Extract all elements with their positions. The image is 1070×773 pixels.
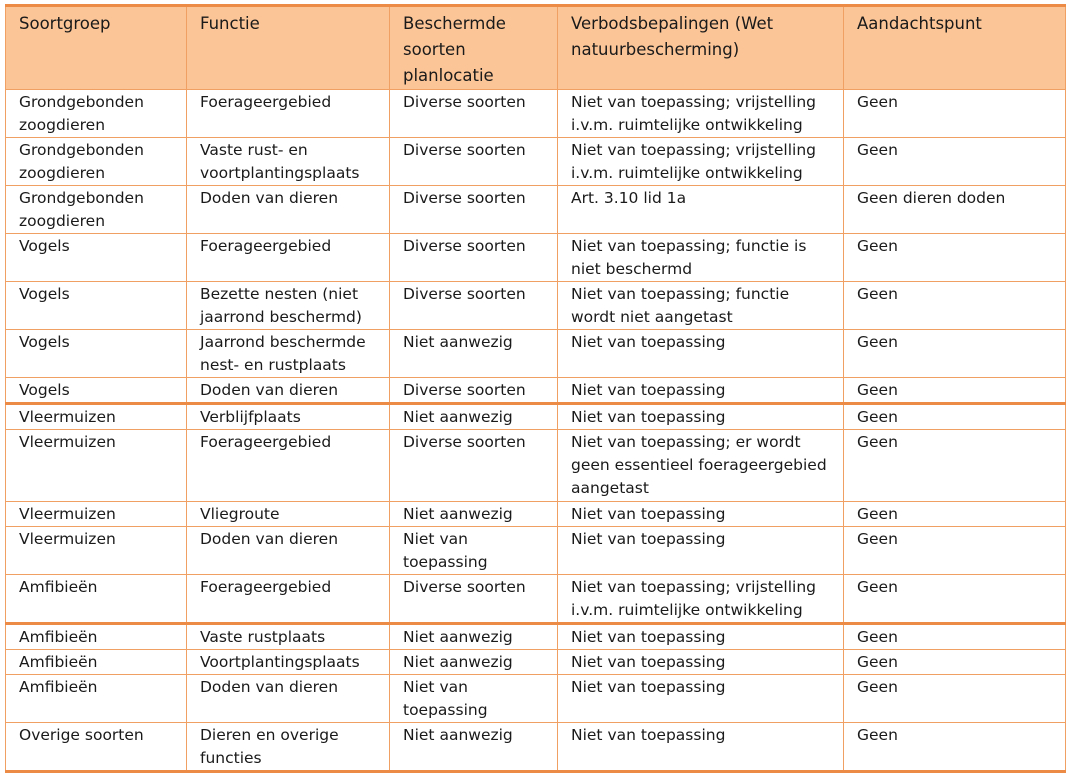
cell-beschermde-soorten: Niet van toepassing xyxy=(390,527,558,575)
cell-aandachtspunt: Geen xyxy=(844,575,1066,624)
cell-beschermde-soorten: Diverse soorten xyxy=(390,186,558,234)
cell-functie: Foerageergebied xyxy=(187,430,390,502)
table-row xyxy=(6,527,1066,575)
table-row xyxy=(6,90,1066,138)
cell-soortgroep: Amfibieën xyxy=(6,575,187,624)
cell-functie: Vaste rustplaats xyxy=(187,624,390,650)
cell-aandachtspunt: Geen xyxy=(844,378,1066,404)
cell-functie: Jaarrond beschermde nest- en rustplaats xyxy=(187,330,390,378)
cell-aandachtspunt: Geen xyxy=(844,404,1066,430)
cell-verbodsbepalingen: Niet van toepassing xyxy=(558,650,844,675)
cell-aandachtspunt: Geen xyxy=(844,527,1066,575)
cell-soortgroep: Vogels xyxy=(6,282,187,330)
cell-verbodsbepalingen: Niet van toepassing; vrijstelling i.v.m. ruimtelijke ontwikkeling xyxy=(558,138,844,186)
cell-soortgroep: Amfibieën xyxy=(6,675,187,723)
cell-functie: Foerageergebied xyxy=(187,234,390,282)
table-row xyxy=(6,330,1066,378)
cell-soortgroep: Vogels xyxy=(6,234,187,282)
cell-functie: Foerageergebied xyxy=(187,575,390,624)
cell-verbodsbepalingen: Niet van toepassing; functie wordt niet aangetast xyxy=(558,282,844,330)
cell-aandachtspunt: Geen xyxy=(844,624,1066,650)
table-row xyxy=(6,282,1066,330)
cell-aandachtspunt: Geen xyxy=(844,430,1066,502)
cell-beschermde-soorten: Diverse soorten xyxy=(390,575,558,624)
cell-beschermde-soorten: Niet aanwezig xyxy=(390,404,558,430)
table-row xyxy=(6,675,1066,723)
cell-beschermde-soorten: Diverse soorten xyxy=(390,430,558,502)
cell-verbodsbepalingen: Niet van toepassing; vrijstelling i.v.m. ruimtelijke ontwikkeling xyxy=(558,90,844,138)
cell-verbodsbepalingen: Niet van toepassing xyxy=(558,527,844,575)
table-row xyxy=(6,138,1066,186)
cell-beschermde-soorten: Niet aanwezig xyxy=(390,650,558,675)
cell-functie: Verblijfplaats xyxy=(187,404,390,430)
header-row xyxy=(6,6,1066,90)
cell-verbodsbepalingen: Niet van toepassing xyxy=(558,330,844,378)
table-row xyxy=(6,186,1066,234)
cell-aandachtspunt: Geen xyxy=(844,502,1066,527)
cell-aandachtspunt: Geen dieren doden xyxy=(844,186,1066,234)
table-row xyxy=(6,723,1066,772)
cell-soortgroep: Vleermuizen xyxy=(6,527,187,575)
header-verbodsbepalingen: Verbodsbepalingen (Wet natuurbescherming) xyxy=(558,6,844,90)
cell-verbodsbepalingen: Niet van toepassing; vrijstelling i.v.m. ruimtelijke ontwikkeling xyxy=(558,575,844,624)
cell-functie: Doden van dieren xyxy=(187,186,390,234)
cell-soortgroep: Amfibieën xyxy=(6,624,187,650)
cell-functie: Doden van dieren xyxy=(187,378,390,404)
cell-functie: Foerageergebied xyxy=(187,90,390,138)
cell-beschermde-soorten: Niet aanwezig xyxy=(390,723,558,772)
cell-verbodsbepalingen: Niet van toepassing xyxy=(558,502,844,527)
cell-aandachtspunt: Geen xyxy=(844,723,1066,772)
cell-soortgroep: Vleermuizen xyxy=(6,502,187,527)
cell-beschermde-soorten: Diverse soorten xyxy=(390,90,558,138)
cell-beschermde-soorten: Diverse soorten xyxy=(390,234,558,282)
header-aandachtspunt: Aandachtspunt xyxy=(844,6,1066,90)
cell-verbodsbepalingen: Niet van toepassing xyxy=(558,723,844,772)
table-row xyxy=(6,234,1066,282)
cell-functie: Bezette nesten (niet jaarrond beschermd) xyxy=(187,282,390,330)
cell-beschermde-soorten: Niet aanwezig xyxy=(390,330,558,378)
cell-aandachtspunt: Geen xyxy=(844,650,1066,675)
table-row xyxy=(6,575,1066,624)
cell-soortgroep: Grondgebonden zoogdieren xyxy=(6,138,187,186)
cell-aandachtspunt: Geen xyxy=(844,138,1066,186)
cell-verbodsbepalingen: Niet van toepassing xyxy=(558,378,844,404)
header-functie: Functie xyxy=(187,6,390,90)
cell-soortgroep: Vogels xyxy=(6,378,187,404)
table-row xyxy=(6,502,1066,527)
table-row xyxy=(6,650,1066,675)
table-row xyxy=(6,404,1066,430)
cell-beschermde-soorten: Diverse soorten xyxy=(390,378,558,404)
cell-verbodsbepalingen: Niet van toepassing xyxy=(558,675,844,723)
species-protection-table xyxy=(5,4,1066,773)
cell-aandachtspunt: Geen xyxy=(844,330,1066,378)
cell-beschermde-soorten: Diverse soorten xyxy=(390,138,558,186)
cell-beschermde-soorten: Niet aanwezig xyxy=(390,502,558,527)
cell-verbodsbepalingen: Niet van toepassing; er wordt geen essentieel foerageergebied aangetast xyxy=(558,430,844,502)
cell-verbodsbepalingen: Niet van toepassing xyxy=(558,404,844,430)
cell-beschermde-soorten: Niet van toepassing xyxy=(390,675,558,723)
cell-aandachtspunt: Geen xyxy=(844,90,1066,138)
cell-soortgroep: Overige soorten xyxy=(6,723,187,772)
cell-functie: Doden van dieren xyxy=(187,527,390,575)
cell-soortgroep: Grondgebonden zoogdieren xyxy=(6,186,187,234)
table-row xyxy=(6,378,1066,404)
cell-verbodsbepalingen: Niet van toepassing xyxy=(558,624,844,650)
cell-verbodsbepalingen: Art. 3.10 lid 1a xyxy=(558,186,844,234)
cell-functie: Vliegroute xyxy=(187,502,390,527)
cell-beschermde-soorten: Niet aanwezig xyxy=(390,624,558,650)
cell-aandachtspunt: Geen xyxy=(844,234,1066,282)
cell-soortgroep: Vogels xyxy=(6,330,187,378)
cell-soortgroep: Amfibieën xyxy=(6,650,187,675)
cell-verbodsbepalingen: Niet van toepassing; functie is niet beschermd xyxy=(558,234,844,282)
cell-functie: Vaste rust- en voortplantingsplaats xyxy=(187,138,390,186)
cell-aandachtspunt: Geen xyxy=(844,282,1066,330)
cell-soortgroep: Vleermuizen xyxy=(6,404,187,430)
table-row xyxy=(6,430,1066,502)
table-row xyxy=(6,624,1066,650)
cell-aandachtspunt: Geen xyxy=(844,675,1066,723)
cell-soortgroep: Grondgebonden zoogdieren xyxy=(6,90,187,138)
cell-beschermde-soorten: Diverse soorten xyxy=(390,282,558,330)
cell-functie: Doden van dieren xyxy=(187,675,390,723)
cell-soortgroep: Vleermuizen xyxy=(6,430,187,502)
header-soortgroep: Soortgroep xyxy=(6,6,187,90)
cell-functie: Voortplantingsplaats xyxy=(187,650,390,675)
header-beschermde-soorten: Beschermde soorten planlocatie xyxy=(390,6,558,90)
cell-functie: Dieren en overige functies xyxy=(187,723,390,772)
